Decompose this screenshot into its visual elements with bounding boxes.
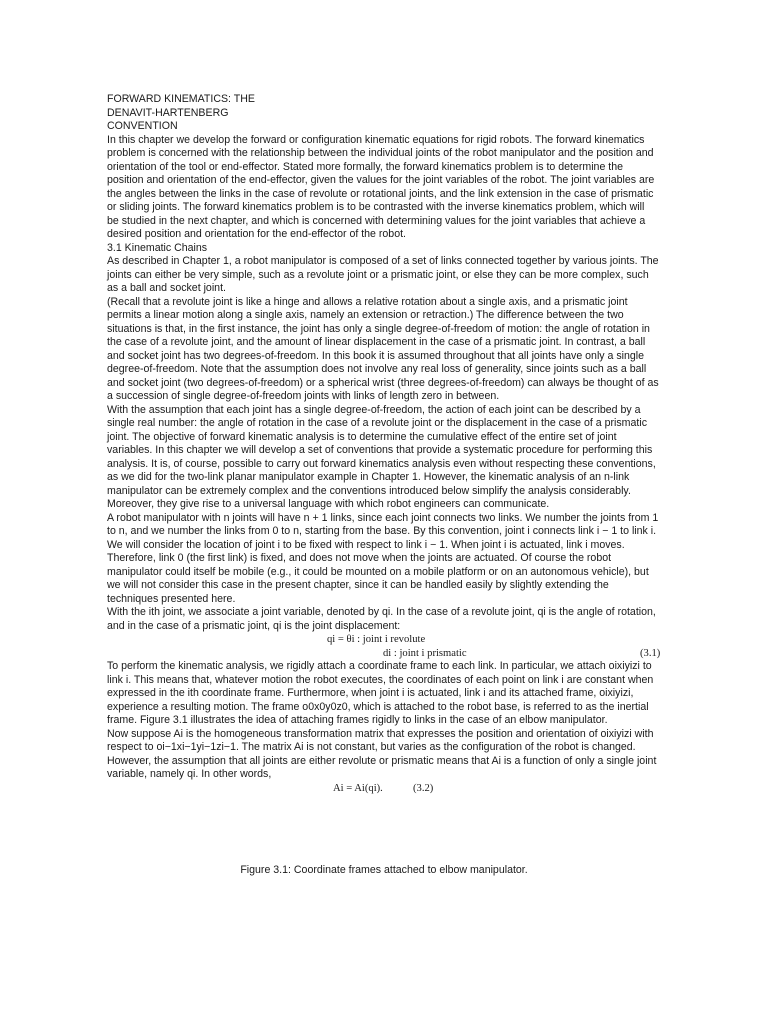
figure-caption: Figure 3.1: Coordinate frames attached to elbow manipulator. bbox=[240, 864, 528, 876]
equation-3-1-line-2: di : joint i prismatic (3.1) bbox=[383, 647, 661, 659]
intro-paragraph: In this chapter we develop the forward or configuration kinematic equations for rigid robots. The forward kinematics problem is concerned with the relationship between the individual joints of the robot manipulator and the position and orientation of the tool or end-effector. Stated more formally, the forward kinematics problem is to determine the position and orientation of the end-effector, given the values for the joint variables of the robot. The joint variables are the angles between the links in the case of revolute or rotational joints, and the link extension in the case of prismatic or sliding joints. The forward kinematics problem is to be contrasted with the inverse kinematics problem, which will be studied in the next chapter, and which is concerned with determining values for the joint variables that achieve a desired position and orientation for the end-effector of the robot. bbox=[107, 133, 655, 240]
chapter-title-line-3: CONVENTION bbox=[107, 120, 178, 132]
equation-3-1-number: (3.1) bbox=[640, 647, 661, 659]
paragraph-links-and-joints: As described in Chapter 1, a robot manipulator is composed of a set of links connected together by various joints. The joints can either be very simple, such as a revolute joint or a prismatic joint, or else they can be more complex, such as a ball and socket joint. bbox=[107, 255, 659, 294]
chapter-title-line-1: FORWARD KINEMATICS: THE bbox=[107, 93, 255, 105]
paragraph-transformation-matrix: Now suppose Ai is the homogeneous transformation matrix that expresses the position and orientation of oixiyizi with respect to oi−1xi−1yi−1zi−1. The matrix Ai is not constant, but varies as the configuration of the robot is changed. However, the assumption that all joints are either revolute or prismatic means that Ai is a function of only a single joint variable, namely qi. In other words, bbox=[107, 727, 657, 780]
chapter-title bbox=[107, 93, 659, 134]
section-heading: 3.1 Kinematic Chains bbox=[107, 241, 208, 254]
paragraph-link-numbering: A robot manipulator with n joints will have n + 1 links, since each joint connects two links. We number the joints from 1 to n, and we number the links from 0 to n, starting from the base. By this convention, joint i connects link i − 1 to link i. We will consider the location of joint i to be fixed with respect to link i − 1. When joint i is actuated, link i moves. Therefore, link 0 (the first link) is fixed, and does not move when the joints are actuated. Of course the robot manipulator could itself be mobile (e.g., it could be mounted on a mobile platform or on an autonomous vehicle), but we will not consider this case in the present chapter, since it can be handled easily by slightly extending the techniques presented here. bbox=[107, 511, 659, 605]
equation-3-1-line-1: qi = θi : joint i revolute bbox=[327, 634, 426, 645]
equation-3-2-number: (3.2) bbox=[413, 782, 434, 794]
paragraph-single-dof: With the assumption that each joint has a single degree-of-freedom, the action of each joint can be described by a single real number: the angle of rotation in the case of a revolute joint or the displacement in the case of a prismatic joint. The objective of forward kinematic analysis is to determine the cumulative effect of the entire set of joint variables. In this chapter we will develop a set of conventions that provide a systematic procedure for performing this analysis. It is, of course, possible to carry out forward kinematics analysis even without respecting these conventions, as we did for the two-link planar manipulator example in Chapter 1. However, the kinematic analysis of an n-link manipulator can be extremely complex and the conventions introduced below simplify the analysis considerably. Moreover, they give rise to a universal language with which robot engineers can communicate. bbox=[107, 403, 656, 510]
paragraph-joint-variable: With the ith joint, we associate a joint variable, denoted by qi. In the case of a revolute joint, qi is the angle of rotation, and in the case of a prismatic joint, qi is the joint displacement: bbox=[107, 606, 656, 632]
chapter-title-line-2: DENAVIT-HARTENBERG bbox=[107, 106, 229, 119]
paragraph-coordinate-frames: To perform the kinematic analysis, we rigidly attach a coordinate frame to each link. In particular, we attach oixiyizi to link i. This means that, whatever motion the robot executes, the coordinates of each point on link i are constant when expressed in the ith coordinate frame. Furthermore, when joint i is actuated, link i and its attached frame, oixiyizi, experience a resulting motion. The frame o0x0y0z0, which is attached to the robot base, is referred to as the inertial frame. Figure 3.1 illustrates the idea of attaching frames rigidly to links in the case of an elbow manipulator. bbox=[107, 660, 654, 726]
document-body bbox=[107, 93, 659, 795]
equation-3-2: Ai = Ai(qi). (3.2) bbox=[333, 782, 434, 794]
paragraph-revolute-prismatic: (Recall that a revolute joint is like a hinge and allows a relative rotation about a single axis, and a prismatic joint permits a linear motion along a single axis, namely an extension or retraction.) The difference between the two situations is that, in the first instance, the joint has only a single degree-of-freedom of motion: the angle of rotation in the case of a revolute joint, and the amount of linear displacement in the case of a prismatic joint. In contrast, a ball and socket joint has two degrees-of-freedom. In this book it is assumed throughout that all joints have only a single degree-of-freedom. Note that the assumption does not involve any real loss of generality, since joints such as a ball and socket joint (two degrees-of-freedom) or a spherical wrist (three degrees-of-freedom) can always be thought of as a succession of single degree-of-freedom joints with links of length zero in between. bbox=[107, 295, 659, 402]
